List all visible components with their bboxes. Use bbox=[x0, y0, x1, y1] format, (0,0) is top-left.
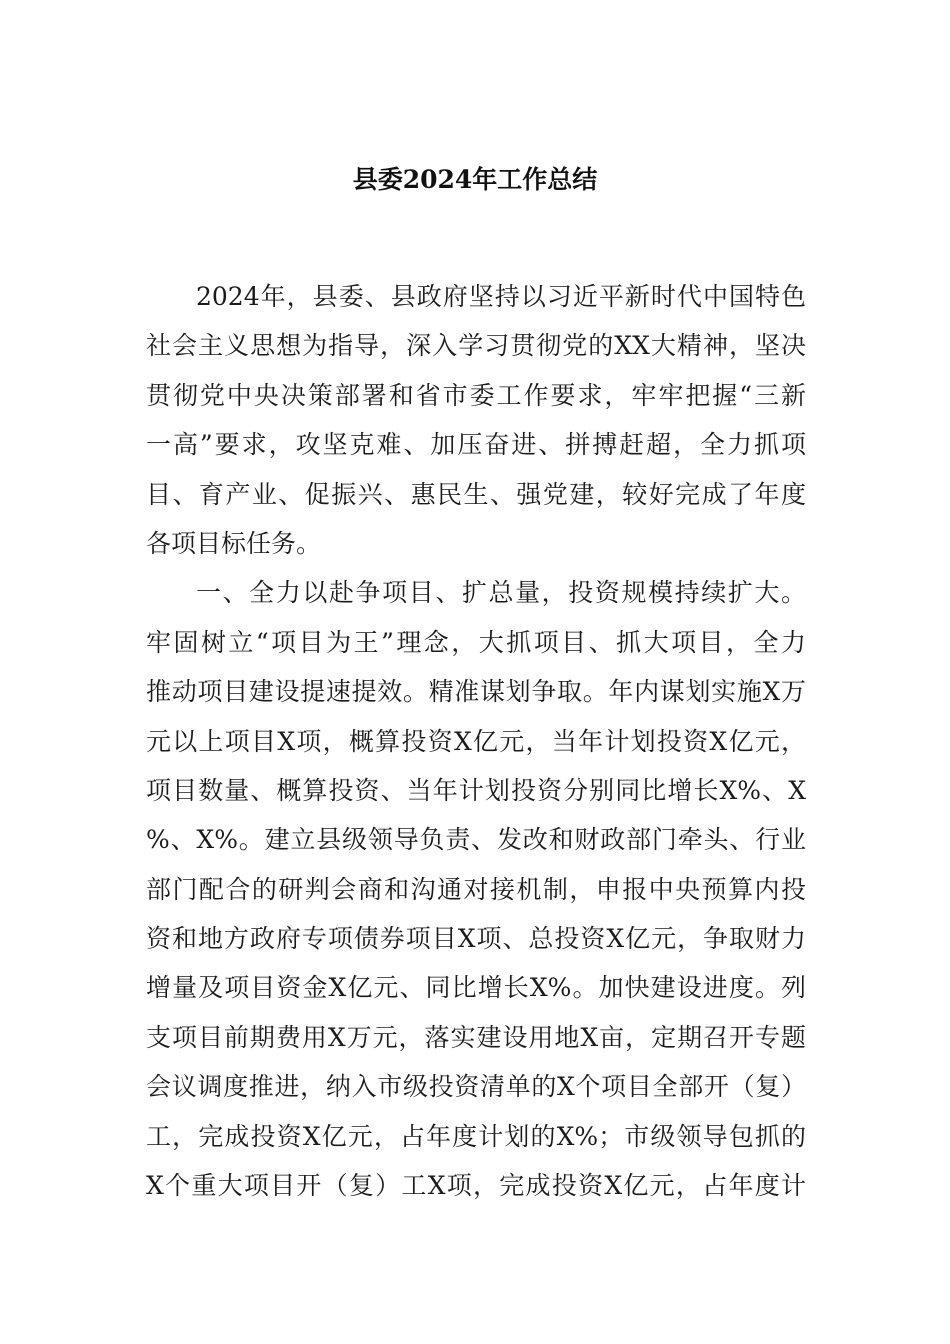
text-line: %、X%。建立县级领导负责、发改和财政部门牵头、行业 bbox=[146, 825, 806, 855]
text-line: 各项目标任务。 bbox=[146, 528, 322, 558]
document-title: 县委2024年工作总结 bbox=[352, 165, 598, 194]
text-line: 2024年，县委、县政府坚持以习近平新时代中国特色 bbox=[196, 282, 806, 311]
text-line: 社会主义思想为指导，深入学习贯彻党的XX大精神，坚决 bbox=[146, 331, 806, 361]
document-body bbox=[146, 277, 806, 1215]
text-line: 支项目前期费用X万元，落实建设用地X亩，定期召开专题 bbox=[146, 1022, 806, 1052]
text-line: 一高”要求，攻坚克难、加压奋进、拼搏赶超，全力抓项 bbox=[146, 430, 806, 460]
section-heading-line: 一、全力以赴争项目、扩总量，投资规模持续扩大。 bbox=[196, 578, 806, 608]
text-line: 牢固树立“项目为王”理念，大抓项目、抓大项目，全力 bbox=[146, 627, 806, 657]
text-line: 目、育产业、促振兴、惠民生、强党建，较好完成了年度 bbox=[146, 479, 806, 509]
text-line: 推动项目建设提速提效。精准谋划争取。年内谋划实施X万 bbox=[146, 677, 806, 707]
text-line: 工，完成投资X亿元，占年度计划的X%；市级领导包抓的 bbox=[146, 1121, 806, 1151]
text-line: 增量及项目资金X亿元、同比增长X%。加快建设进度。列 bbox=[146, 973, 806, 1003]
text-line: 资和地方政府专项债券项目X项、总投资X亿元，争取财力 bbox=[146, 924, 806, 954]
text-line: 项目数量、概算投资、当年计划投资分别同比增长X%、X bbox=[146, 775, 806, 805]
text-line: 会议调度推进，纳入市级投资清单的X个项目全部开（复） bbox=[146, 1072, 806, 1102]
text-line: 部门配合的研判会商和沟通对接机制，申报中央预算内投 bbox=[146, 874, 806, 904]
text-line: X个重大项目开（复）工X项，完成投资X亿元，占年度计 bbox=[146, 1171, 806, 1201]
text-line: 元以上项目X项，概算投资X亿元，当年计划投资X亿元， bbox=[146, 726, 806, 756]
text-line: 贯彻党中央决策部署和省市委工作要求，牢牢把握“三新 bbox=[146, 380, 806, 410]
